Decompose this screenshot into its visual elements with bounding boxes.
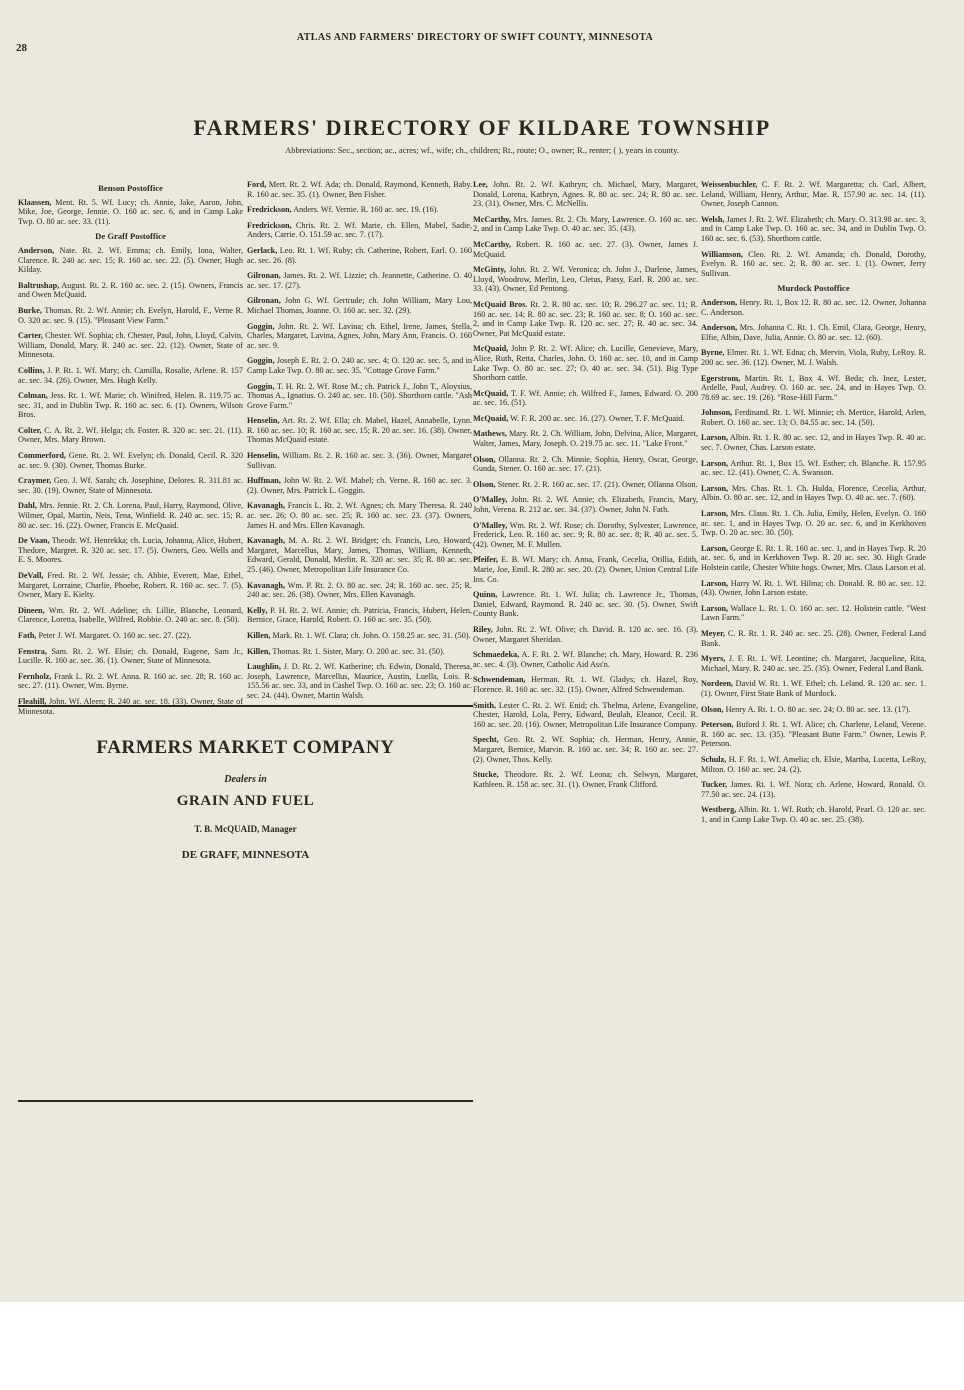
entry-name: De Vaan, (18, 536, 50, 546)
page-title: FARMERS' DIRECTORY OF KILDARE TOWNSHIP (193, 115, 771, 140)
entry-name: Gilronan, (247, 296, 281, 306)
entry-details: John. Rt. 2. Wf. Lavina; ch. Ethel, Irene, James, Stella, Charles, Margaret, Lavina, Agnes, John, Mary Ann, Francis. O. 160 ac. sec. 9. (247, 321, 472, 350)
entry-name: Kavanagh, (247, 501, 285, 511)
entry-details: Lawrence. Rt. 1. Wf. Julia; ch. Lawrence Jr., Thomas, Daniel, Edward, Raymond. R. 240 ac. sec. 30. (5). Owner, Swift County Bank. (473, 590, 698, 619)
directory-entry (473, 455, 698, 474)
entry-details: George E. Rt. 1. R. 160 ac. sec. 1, and in Hayes Twp. R. 20 ac. sec. 6, and in Kerkhoven Twp. R. 20 ac. sec. 30. High Grade Holstein cattle, Chester White hogs. Owner, Mrs. Claus Larson et al. (701, 543, 926, 572)
entry-details: James J. Rt. 2. Wf. Elizabeth; ch. Mary. O. 313.98 ac. sec. 3, and in Camp Lake Twp. O. 160 ac. sec. 34, and in Dublin Twp. O. 160 ac. sec. 6. (53). Shorthorn cattle. (701, 214, 926, 243)
directory-entry (473, 344, 698, 382)
entry-name: Williamson, (701, 249, 743, 259)
entry-name: McCarthy, (473, 239, 511, 249)
entry-name: Pfeifer, (473, 555, 498, 565)
directory-entry (701, 459, 926, 478)
directory-entry (473, 675, 698, 694)
entry-details: Lester C. Rt. 2. Wf. Enid; ch. Thelma, Arlene, Evangeline, Chester, Harold, Lola, Perry, Edward, Beulah, Eleanor, Cecil. R. 160 ac. sec. 20. (16). Owner, Metropolitan Life Insurance Company. (473, 700, 698, 729)
directory-entry (473, 701, 698, 730)
entry-details: Cleo. Rt. 2. Wf. Amanda; ch. Donald, Dorothy, Evelyn. R. 160 ac. sec. 2; R. 80 ac. sec. 1. (1). Owner, Jerry Sullivan. (701, 249, 926, 278)
directory-entry (473, 180, 698, 209)
directory-entry (18, 672, 243, 691)
entry-details: Harry W. Rt. 1. Wf. Hilma; ch. Donald. R. 80 ac. sec. 12. (43). Owner, John Larson estate. (701, 578, 926, 598)
directory-entry (247, 296, 472, 315)
entry-details: Mrs. Jennie. Rt. 2. Ch. Lorena, Paul, Harry, Raymond, Olive, Wilmer, Opal, Martin, Neis, Tena, Winfield. R. 240 ac. sec. 15; R. 80 ac. sec. 16. (22). Owner, Francis E. McQuaid. (18, 501, 243, 530)
entry-details: Buford J. Rt. 1. Wf. Alice; ch. Charlene, Leland, Verene. R. 160 ac. sec. 13. (35). "Pleasant Butte Farm." Owner, Lewis P. Peterson. (701, 720, 926, 749)
directory-entry (473, 240, 698, 259)
directory-entry (473, 429, 698, 448)
entry-name: Larson, (701, 509, 729, 519)
directory-entry (473, 590, 698, 619)
directory-entry (701, 433, 926, 452)
entry-details: Art. Rt. 2. Wf. Ella; ch. Mabel, Hazel, Annabelle, Lynn. R. 160 ac. sec. 10; R. 160 ac. sec. 15; R. 20 ac. sec. 16. (38). Owner, Thomas McQuaid estate. (247, 416, 472, 445)
entry-name: Weissenbuchler, (701, 180, 758, 189)
entry-details: W. F. R. 200 ac. sec. 16. (27). Owner, T. F. McQuaid. (508, 413, 685, 423)
directory-entry (701, 629, 926, 648)
entry-name: Lee, (473, 180, 488, 189)
directory-entry (701, 805, 926, 824)
entry-name: O'Malley, (473, 520, 508, 530)
entry-name: Kavanagh, (247, 536, 285, 546)
directory-entry (701, 250, 926, 279)
entry-name: Johnson, (701, 408, 733, 418)
directory-entry (18, 451, 243, 470)
entry-name: Larson, (701, 483, 729, 493)
directory-entry (473, 215, 698, 234)
entry-details: James. Rt. 1. Wf. Nora; ch. Arlene, Howard, Ronald. O. 77.50 ac. sec. 24. (13). (701, 780, 926, 799)
entry-name: Henselin, (247, 416, 280, 426)
directory-entry (701, 780, 926, 799)
directory-entry (18, 366, 243, 385)
entry-details: M. A. Rt. 2. Wf. Bridget; ch. Francis, Leo, Howard, Margaret, Marcellus, Mary, James, Thomas, William, Kenneth, Edward, Gerald, Donald, Merlin. R. 320 ac. sec. 35; R. 80 ac. sec. 25. (46). Owner, Metropolitan Life Insurance Co. (247, 536, 472, 574)
entry-details: Ferdinand. Rt. 1. Wf. Minnie; ch. Mertice, Harold, Arlen, Robert. O. 160 ac. sec. 13; O. 84.55 ac. sec. 14. (50). (701, 408, 926, 427)
directory-entry (701, 654, 926, 673)
entry-name: McQuaid, (473, 388, 509, 398)
entry-details: J. D. Rt. 2. Wf. Katherine; ch. Edwin, Donald, Theresa, Joseph, Lawrence, Marcellus, Maurice, Austin, Luella, Lois. R. 155.56 ac. sec. 33, and in Cashel Twp. O. 160 ac. sec. 23; O. 160 ac. sec. 24. (44). Owner, Martin Walsh. (247, 662, 472, 700)
directory-entry (701, 180, 926, 209)
entry-details: Herman. Rt. 1. Wf. Gladys; ch. Hazel, Roy, Florence. R. 160 ac. sec. 32. (15). Owner, Alfred Schwendeman. (473, 675, 698, 694)
entry-details: C. F. Rt. 2. Wf. Margaretta; ch. Carl, Albert, Leland, William, Henry, Arthur, Mae. R. 157.90 ac. sec. 14. (11). Owner, Joseph Cannon. (701, 180, 926, 209)
directory-entry (473, 521, 698, 550)
directory-entry (473, 770, 698, 789)
directory-entry (18, 571, 243, 600)
ad-manager: T. B. McQUAID, Manager (194, 824, 297, 834)
entry-name: McGinty, (473, 265, 506, 275)
directory-entry (18, 606, 243, 625)
postoffice-heading: Benson Postoffice (98, 183, 163, 193)
ad-company-name: FARMERS MARKET COMPANY (96, 737, 395, 758)
directory-entry (701, 484, 926, 503)
entry-name: McQuaid Bros. (473, 299, 528, 309)
entry-name: Riley, (473, 624, 493, 634)
entry-name: Schwendeman, (473, 675, 526, 685)
entry-name: Stucke, (473, 770, 499, 780)
entry-details: Nate. Rt. 2. Wf. Emma; ch. Emily, Iona, Walter, Clarence. R. 240 ac. sec. 15; R. 160 ac. sec. 22. (5). Owner, Hugh Kilday. (18, 245, 243, 275)
directory-entry (247, 581, 472, 600)
directory-entry (473, 495, 698, 514)
entry-name: Craymer, (18, 476, 52, 486)
entry-details: T. F. Wf. Annie; ch. Wilfred F., James, Edward. O. 200 ac. sec. 16. (51). (473, 388, 698, 408)
directory-entry (247, 451, 472, 470)
directory-entry (247, 476, 472, 495)
entry-name: Killen, (247, 646, 271, 656)
entry-name: Colman, (18, 391, 48, 401)
entry-name: Goggin, (247, 321, 275, 331)
entry-details: John. Rt. 2. Wf. Annie; ch. Elizabeth, Francis, Mary, John, Verena. R. 212 ac. sec. 34. (37). Owner, John N. Fath. (473, 495, 698, 515)
entry-details: Ment. Rt. 5. Wf. Lucy; ch. Annie, Jake, Aaron, John, Mike, Joe, George, Jennie. O. 160 ac. sec. 6, and in Camp Lake Twp. O. 80 ac. sec. 33. (11). (18, 197, 243, 226)
running-head: ATLAS AND FARMERS' DIRECTORY OF SWIFT COUNTY, MINNESOTA (296, 32, 654, 43)
directory-entry (701, 720, 926, 749)
abbreviations-note: Abbreviations: Sec., section; ac., acres; wf., wife; ch., children; Rt., route; O., owner; R., renter; ( ), years in county. (285, 145, 679, 155)
directory-entry (701, 509, 926, 538)
entry-details: Wallace L. Rt. 1. O. 160 ac. sec. 12. Holstein cattle. "West Lawn Farm." (701, 603, 926, 623)
entry-details: Thomas. Rt. 2. Wf. Annie; ch. Evelyn, Harold, F., Verne R. O. 320 ac. sec. 9. (15). "Pleasant View Farm." (18, 305, 243, 325)
entry-details: C. R. Rt. 1. R. 240 ac. sec. 25. (28). Owner, Federal Land Bank. (701, 628, 926, 648)
entry-details: Mrs. Johanna C. Rt. 1. Ch. Emil, Clara, George, Henry, Elfie, Albin, Dave, Julia, Annie. O. 80 ac. sec. 12. (60). (701, 323, 926, 342)
entry-details: Theodr. Wf. Henrekka; ch. Lucia, Johanna, Alice, Hubert, Thedore, Margret. R. 320 ac. sec. 17. (5). Owners, Geo. Wells and E. S. Moores. (18, 536, 243, 565)
entry-name: Burke, (18, 305, 42, 315)
entry-name: Anderson, (701, 297, 738, 307)
directory-entry (701, 705, 926, 715)
entry-name: Larson, (701, 603, 729, 613)
entry-name: Larson, (701, 578, 729, 588)
entry-name: Westberg, (701, 805, 737, 815)
entry-details: Henry A. Rt. 1. O. 80 ac. sec. 24; O. 80 ac. sec. 13. (17). (723, 704, 911, 714)
entry-name: Peterson, (701, 720, 734, 730)
entry-details: Mrs. Claus. Rt. 1. Ch. Julia, Emily, Helen, Evelyn. O. 160 ac. sec. 1, and in Hayes Twp. O. 20 ac. sec. 6, and in Kerkhoven Twp. O. 20 ac. sec. 30. (50). (701, 509, 926, 538)
entry-name: Olson, (473, 479, 496, 489)
entry-name: Mathews, (473, 429, 507, 439)
directory-column-4 (701, 180, 926, 830)
entry-details: Thomas. Rt. 1. Sister, Mary. O. 200 ac. sec. 31. (50). (270, 646, 445, 656)
entry-name: McQuaid, (473, 413, 509, 423)
entry-name: Collins, (18, 365, 45, 375)
directory-entry (247, 205, 472, 215)
directory-entry (247, 536, 472, 574)
entry-details: John. Rt. 2. Wf. Olive; ch. David. R. 120 ac. sec. 16. (3). Owner, Margaret Sheridan. (473, 624, 698, 644)
directory-entry (247, 322, 472, 351)
directory-entry (247, 180, 472, 199)
directory-entry (18, 647, 243, 666)
entry-name: Commerford, (18, 451, 66, 461)
entry-details: Albin. Rt. 1. R. 80 ac. sec. 12, and in Hayes Twp. R. 40 ac. sec. 7. Owner, Chas. Larson estate. (701, 433, 926, 453)
directory-entry (473, 650, 698, 669)
entry-details: William. Rt. 2. R. 160 ac. sec. 3. (36). Owner, Margaret Sullivan. (247, 451, 472, 470)
entry-name: McQuaid, (473, 344, 509, 354)
directory-entry (701, 374, 926, 403)
entry-name: Quinn, (473, 590, 498, 600)
directory-entry (18, 198, 243, 227)
directory-entry (473, 735, 698, 764)
entry-details: John G. Wf. Gertrude; ch. John William, Mary Lou, Michael Thomas, Joanne. O. 160 ac. sec. 32. (29). (247, 296, 472, 315)
entry-details: Stener. Rt. 2. R. 160 ac. sec. 17. (21). Owner, Ollanna Olson. (495, 479, 698, 489)
directory-entry (18, 631, 243, 641)
entry-details: P. H. Rt. 2. Wf. Annie; ch. Patricia, Francis, Hubert, Helen, Bernice, Grace, Harold, Robert. O. 160 ac. sec. 35. (50). (247, 605, 472, 625)
entry-details: Jess. Rt. 1. Wf. Marie; ch. Winifred, Helen. R. 119.75 ac. sec. 31, and in Dublin Twp. R. 160 ac. sec. 6. (1). Owners, Wilson Bros. (18, 391, 243, 420)
directory-entry (18, 476, 243, 495)
entry-name: Smith, (473, 700, 496, 710)
ad-location: DE GRAFF, MINNESOTA (181, 849, 310, 861)
entry-name: Baltrushap, (18, 280, 60, 290)
entry-name: Gerlack, (247, 245, 278, 255)
entry-details: Wm. Rt. 2. Wf. Adeline; ch. Lillie, Blanche, Leonard, Clarence, Loretta, Isabelle, Wilfred, Robbie. O. 240 ac. sec. 8. (50). (18, 605, 243, 625)
entry-name: Fredrickson, (247, 220, 292, 230)
ad-products: GRAIN AND FUEL (176, 793, 315, 809)
postoffice-heading: Murdock Postoffice (777, 283, 850, 294)
entry-name: Anderson, (18, 245, 55, 255)
entry-name: Dineen, (18, 605, 45, 615)
entry-details: Geo. J. Wf. Sarah; ch. Josephine, Delores. R. 311.81 ac. sec. 30. (19). Owner, State of Minnesota. (18, 476, 243, 495)
directory-entry (473, 265, 698, 294)
entry-details: Henry. Rt. 1, Box 12. R. 80 ac. sec. 12. Owner, Johanna C. Anderson. (701, 297, 926, 317)
entry-details: Frank L. Rt. 2. Wf. Anna. R. 160 ac. sec. 28; R. 160 ac. sec. 27. (11). Owner, Wm. Byrne. (18, 671, 243, 691)
entry-name: Schulz, (701, 754, 727, 764)
entry-name: Dahl, (18, 501, 37, 511)
directory-entry (473, 625, 698, 644)
entry-name: Gilronan, (247, 271, 281, 281)
entry-details: Anders. Wf. Vernie. R. 160 ac. sec. 19. (16). (291, 205, 439, 215)
directory-entry (473, 389, 698, 408)
entry-details: Ollanna. Rt. 2. Ch. Minnie, Sophia, Henry, Oscar, George, Gunda, Stener. O. 160 ac. sec. 17. (21). (473, 454, 698, 474)
postoffice-heading: De Graff Postoffice (95, 231, 166, 242)
entry-name: Klaassen, (18, 197, 52, 207)
directory-entry (701, 755, 926, 774)
directory-entry (701, 323, 926, 342)
entry-details: Fred. Rt. 2. Wf. Jessie; ch. Abbie, Everett, Mae, Ethel, Margaret, Lorraine, Charlie, Phoebe, Robert. R. 160 ac. sec. 7. (5). Owner, Mary E. Kielty. (18, 571, 243, 600)
entry-details: T. H. Rt. 2. Wf. Rose M.; ch. Patrick J., John T., Aloysius, Thomas A., Ignatius. O. 240 ac. sec. 10. (50). Shorthorn cattle. "Ash Grove Farm." (247, 381, 472, 410)
directory-entry (701, 679, 926, 698)
entry-details: Leo. Rt. 1. Wf. Ruby; ch. Catherine, Robert, Earl. O. 160 ac. sec. 26. (8). (247, 245, 472, 265)
entry-details: Robert. R. 160 ac. sec. 27. (3). Owner, James J. McQuaid. (473, 239, 698, 259)
entry-name: Olson, (701, 704, 724, 714)
entry-name: Goggin, (247, 356, 275, 366)
entry-name: O'Malley, (473, 495, 508, 505)
entry-name: Olson, (473, 454, 496, 464)
entry-details: Joseph E. Rt. 2. O. 240 ac. sec. 4; O. 120 ac. sec. 5, and in Camp Lake Twp. O. 80 ac. sec. 35. "Cottage Grove Farm." (247, 356, 472, 375)
directory-entry (247, 606, 472, 625)
directory-entry (701, 298, 926, 317)
entry-name: Colter, (18, 425, 42, 435)
directory-entry (247, 416, 472, 445)
entry-name: Welsh, (701, 214, 725, 224)
directory-entry (701, 604, 926, 623)
ad-top-rule (18, 705, 473, 707)
entry-details: Mert. Rt. 2. Wf. Ada; ch. Donald, Raymond, Kenneth, Baby. R. 160 ac. sec. 35. (1). Owner, Ben Fisher. (247, 180, 472, 199)
entry-name: Kavanagh, (247, 580, 285, 590)
entry-name: Larson, (701, 543, 729, 553)
entry-name: Laughlin, (247, 662, 281, 672)
entry-name: Byrne, (701, 348, 725, 358)
directory-entry (247, 221, 472, 240)
directory-entry (18, 281, 243, 300)
directory-entry (247, 662, 472, 700)
entry-details: Mrs. Chas. Rt. 1. Ch. Hulda, Florence, Cecelia, Arthur, Albin. O. 80 ac. sec. 12, and in Hayes Twp. O. 40 ac. sec. 7. (60). (701, 483, 926, 503)
entry-details: J. F. Rt. 1. Wf. Leontine; ch. Margaret, Jacqueline, Rita, Michael, Mary. R. 240 ac. sec. 25. (35). Owner, Federal Land Bank. (701, 654, 926, 673)
entry-name: Myers, (701, 654, 726, 664)
ad-dealers-line: Dealers in (224, 774, 267, 785)
entry-name: Kelly, (247, 605, 268, 615)
entry-name: Fleahill, (18, 696, 47, 706)
entry-details: John. Wf. Aleen; R. 240 ac. sec. 18. (33). Owner, State of Minnesota. (18, 696, 243, 716)
directory-entry (701, 215, 926, 244)
entry-name: Fath, (18, 630, 37, 640)
entry-details: Chris. Rt. 2. Wf. Marie, ch. Ellen, Mabel, Sadie, Anders, Carrie. O. 151.59 ac. sec. 7. (17). (247, 220, 472, 240)
entry-details: Mrs. James. Rt. 2. Ch. Mary, Lawrence. O. 160 ac. sec. 2, and in Camp Lake Twp. O. 40 ac. sec. 35. (43). (473, 214, 698, 234)
entry-name: Larson, (701, 433, 729, 443)
directory-entry (247, 382, 472, 411)
entry-name: DeVall, (18, 571, 44, 580)
page-number: 28 (16, 42, 27, 54)
entry-name: Larson, (701, 458, 729, 468)
entry-details: Peter J. Wf. Margaret. O. 160 ac. sec. 27. (22). (36, 630, 192, 640)
entry-details: Chester. Wf. Sophia; ch. Chester, Paul, John, Lloyd, Calvin, William, Donald, Mary. R. 240 ac. sec. 22. (12). Owner, State of Minnesota. (18, 331, 243, 360)
entry-details: Theodore. Rt. 2. Wf. Leona; ch. Selwyn, Margaret, Kathleen. R. 158 ac. sec. 31. (1). Owner, Frank Clifford. (473, 770, 698, 789)
directory-entry (473, 555, 698, 584)
entry-details: Francis L. Rt. 2. Wf. Agnes; ch. Mary Theresa. R. 240 ac. sec. 26; O. 80 ac. sec. 25; R. 160 ac. sec. 23. (37). Owners, James H. and Mrs. Ellen Kavanagh. (247, 501, 472, 530)
entry-details: H. F. Rt. 1. Wf. Amelia; ch. Elsie, Martha, Lucetta, LeRoy, Milton. O. 160 ac. sec. 24. (2). (701, 754, 926, 774)
entry-details: E. B. Wf. Mary; ch. Anna, Frank, Cecelia, Otillia, Edith, Marie, Joe, Emil. R. 280 ac. sec. 20. (2). Owner, Union Central Life Ins. Co. (473, 555, 698, 584)
directory-entry (473, 300, 698, 338)
entry-name: Fredrickson, (247, 205, 292, 215)
entry-details: Gene. Rt. 2. Wf. Evelyn; ch. Donald, Cecil. R. 320 ac. sec. 9. (30). Owner, Thomas Burke. (18, 451, 243, 470)
directory-entry (18, 331, 243, 360)
entry-name: Meyer, (701, 628, 726, 638)
directory-entry (247, 356, 472, 375)
directory-entry (18, 536, 243, 565)
entry-name: Killen, (247, 630, 271, 640)
entry-name: Huffman, (247, 476, 281, 486)
directory-entry (701, 348, 926, 367)
entry-details: Mark. Rt. 1. Wf. Clara; ch. John. O. 158.25 ac. sec. 31. (50). (270, 630, 471, 640)
directory-entry (18, 501, 243, 530)
entry-name: Schmaedeka, (473, 650, 520, 660)
entry-details: Wm. P. Rt. 2. O. 80 ac. sec. 24; R. 160 ac. sec. 25; R. 240 ac. sec. 26. (38). Owner, Mrs. Ellen Kavanagh. (247, 580, 472, 600)
entry-name: Henselin, (247, 451, 280, 461)
entry-details: Albin. Rt. 1. Wf. Ruth; ch. Harold, Pearl. O. 120 ac. sec. 1, and in Camp Lake Twp. O. 40 ac. sec. 25. (38). (701, 805, 926, 824)
entry-name: McCarthy, (473, 214, 511, 224)
entry-details: David W. Rt. 1. Wf. Ethel; ch. Leland. R. 120 ac. sec. 1. (1). Owner, First State Bank of Murdock. (701, 679, 926, 698)
directory-entry (701, 579, 926, 598)
directory-entry (247, 647, 472, 657)
directory-entry (18, 306, 243, 325)
directory-entry (473, 480, 698, 490)
entry-name: Ford, (247, 180, 267, 189)
entry-name: Goggin, (247, 381, 275, 391)
directory-entry (247, 631, 472, 641)
directory-column-1 (18, 180, 243, 722)
entry-details: Mary. Rt. 2. Ch. William, John, Delvina, Alice, Margaret, Walter, James, Mary, Joseph. O. 219.75 ac. sec. 11. "Lake Front." (473, 429, 698, 449)
entry-details: John W. Rt. 2. Wf. Mabel; ch. Verne. R. 160 ac. sec. 3. (2). Owner, Mrs. Patrick L. Goggin. (247, 476, 472, 495)
entry-name: Fenstra, (18, 646, 47, 656)
entry-details: C. A. Rt. 2. Wf. Helga; ch. Foster. R. 320 ac. sec. 21. (11). Owner, Mrs. Mary Brown. (18, 425, 243, 445)
directory-column-2 (247, 180, 472, 707)
entry-name: Tucker, (701, 780, 728, 790)
entry-details: August. Rt. 2. R. 160 ac. sec. 2. (15). Owners, Francis and Owen McQuaid. (18, 280, 243, 300)
entry-details: Geo. Rt. 2. Wf. Sophia; ch. Herman, Henry, Annie, Margaret, Bernice, Marvin. R. 160 ac. sec. 34; R. 160 ac. sec. 27. (2). Owner, Thos. Kelly. (473, 735, 698, 764)
directory-entry (701, 544, 926, 573)
directory-entry (701, 408, 926, 427)
entry-details: A. F. Rt. 2. Wf. Blanche; ch. Mary, Howard. R. 236 ac. sec. 4. (3). Owner, Catholic Aid Ass'n. (473, 650, 698, 669)
entry-details: Sam. Rt. 2. Wf. Elsie; ch. Donald, Eugene, Sam Jr., Lucille. R. 160 ac. sec. 36. (1). Owner, State of Minnesota. (18, 646, 243, 666)
entry-details: J. P. Rt. 1. Wf. Mary; ch. Camilla, Rosalie, Arlene. R. 157 ac. sec. 34. (26). Owner, Mrs. Hugh Kelly. (18, 365, 243, 385)
entry-details: John P. Rt. 2. Wf. Alice; ch. Lucille, Genevieve, Mary, Alice, Ruth, Retta, Charles, John. O. 160 ac. sec. 10, and in Camp Lake Twp. O. 80 ac. sec. 27; O. 40 ac. sec. 34. (51). Big Type Shorthorn cattle. (473, 344, 698, 383)
directory-column-3 (473, 180, 698, 795)
directory-entry (473, 414, 698, 424)
entry-details: Arthur. Rt. 1, Box 15. Wf. Esther; ch. Blanche. R. 157.95 ac. sec. 12. (41). Owner, C. A. Swanson. (701, 458, 926, 478)
directory-entry (247, 271, 472, 290)
entry-name: Egerstrom, (701, 373, 741, 383)
entry-details: Rt. 2. R. 80 ac. sec. 10; R. 296.27 ac. sec. 11; R. 160 ac. sec. 14; R. 80 ac. sec. 23; R. 160 ac. sec. 8; O. 160 ac. sec. 2, and in Camp Lake Twp. R. 120 ac. sec. 27; R. 40 ac. sec. 34. Owner, Pat McQuaid estate. (473, 299, 699, 338)
directory-entry (247, 246, 472, 265)
directory-entry (18, 246, 243, 275)
entry-name: Nordeen, (701, 679, 734, 689)
entry-name: Carter, (18, 331, 43, 341)
entry-name: Fernholz, (18, 671, 52, 681)
entry-details: Wm. Rt. 2. Wf. Rose; ch. Dorothy, Sylvester, Lawrence, Frederick, Leo. R. 160 ac. sec. 9; R. 80 ac. sec. 8; R. 40 ac. sec. 5. (42). Owner, M. F. Mullen. (473, 520, 698, 549)
entry-details: Elmer. Rt. 1. Wf. Edna; ch. Mervin, Viola, Ruby, LeRoy. R. 200 ac. sec. 36. (12). Owner, M. J. Walsh. (701, 348, 926, 367)
entry-name: Specht, (473, 735, 499, 745)
entry-details: James. Rt. 2. Wf. Lizzie; ch. Jeannette, Catherine. O. 40 ac. sec. 17. (27). (247, 271, 472, 290)
entry-details: John. Rt. 2. Wf. Veronica; ch. John J., Darlene, James, Lloyd, Woodrow, Merlin, Leo, Cletus, Patsy, Earl. R. 200 ac. sec. 33. (43). Owner, Ed Pentong. (473, 265, 698, 294)
directory-entry (247, 501, 472, 530)
entry-details: Martin. Rt. 1, Box 4. Wf. Beda; ch. Inez, Lester, Ardelle, Paul, Audrey. O. 160 ac. sec. 24, and in Hayes Twp. O. 78.69 ac. sec. 19. (26). "Rose-Hill Farm." (701, 373, 926, 402)
entry-details: John. Rt. 2. Wf. Kathryn; ch. Michael, Mary, Margaret, Donald, Lorena, Kathryn, Agnes. R. 80 ac. sec. 24; R. 80 ac. sec. 23. (31). Owner, Mrs. C. McNellis. (473, 180, 698, 209)
ad-bottom-rule (18, 1100, 473, 1102)
entry-name: Anderson, (701, 323, 738, 333)
directory-entry (18, 391, 243, 420)
directory-entry (18, 426, 243, 445)
